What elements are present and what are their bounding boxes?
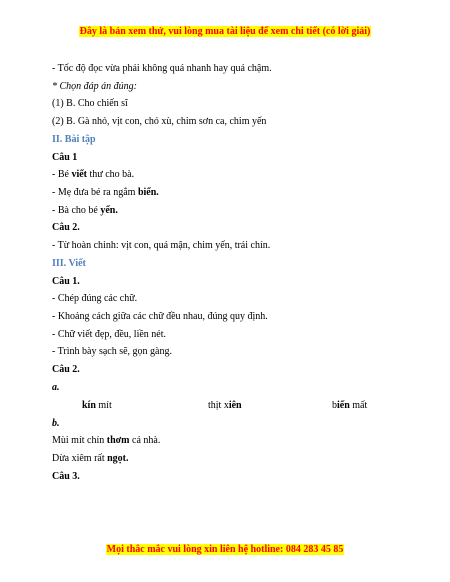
preview-notice-text: Đây là bản xem thử, vui lòng mua tài liệu để xem chi tiết (có lời giải) [79, 26, 371, 37]
hotline-banner [0, 544, 450, 556]
writing-question-3: Câu 3. [52, 471, 80, 482]
exercise-line-2: - Mẹ đưa bé ra ngắm biển. [52, 187, 159, 198]
part-a-label: a. [52, 382, 60, 393]
exercise-line-1: - Bé viết thư cho bà. [52, 169, 135, 180]
part-b-label: b. [52, 418, 60, 429]
exercise-line-4: - Từ hoàn chỉnh: vịt con, quả mận, chim yến, trái chín. [52, 240, 271, 251]
answer-1: (1) B. Cho chiến sĩ [52, 98, 128, 109]
writing-line-2: - Khoảng cách giữa các chữ đều nhau, đúng quy định. [52, 311, 268, 322]
word-thit-xien: thịt xiên [208, 400, 242, 411]
hotline-text: Mọi thắc mắc vui lòng xin liên hệ hotline: 084 283 45 85 [106, 544, 344, 555]
word-bien-mat: biến mất [332, 400, 368, 411]
writing-question-2: Câu 2. [52, 364, 80, 375]
choose-answer-heading: * Chọn đáp án đúng: [52, 81, 137, 92]
writing-question-1: Câu 1. [52, 276, 80, 287]
writing-line-4: - Trình bày sạch sẽ, gọn gàng. [52, 346, 172, 357]
writing-line-3: - Chữ viết đẹp, đều, liền nét. [52, 329, 167, 340]
part-b-line-2: Dừa xiêm rất ngọt. [52, 453, 129, 464]
part-a-words-row [52, 400, 432, 412]
preview-notice-banner [0, 26, 450, 38]
answer-2: (2) B. Gà nhỏ, vịt con, chó xù, chim sơn ca, chim yến [52, 116, 267, 127]
section-exercises-heading: II. Bài tập [52, 134, 96, 145]
word-kin-mit: kín mít [82, 400, 112, 411]
writing-line-1: - Chép đúng các chữ. [52, 293, 138, 304]
part-b-line-1: Mùi mít chín thơm cả nhà. [52, 435, 161, 446]
exercise-question-2: Câu 2. [52, 222, 80, 233]
reading-speed-line: - Tốc độ đọc vừa phải không quá nhanh hay quá chậm. [52, 63, 272, 74]
exercise-line-3: - Bà cho bé yến. [52, 205, 118, 216]
section-writing-heading: III. Viết [52, 258, 86, 269]
exercise-question-1: Câu 1 [52, 152, 78, 163]
